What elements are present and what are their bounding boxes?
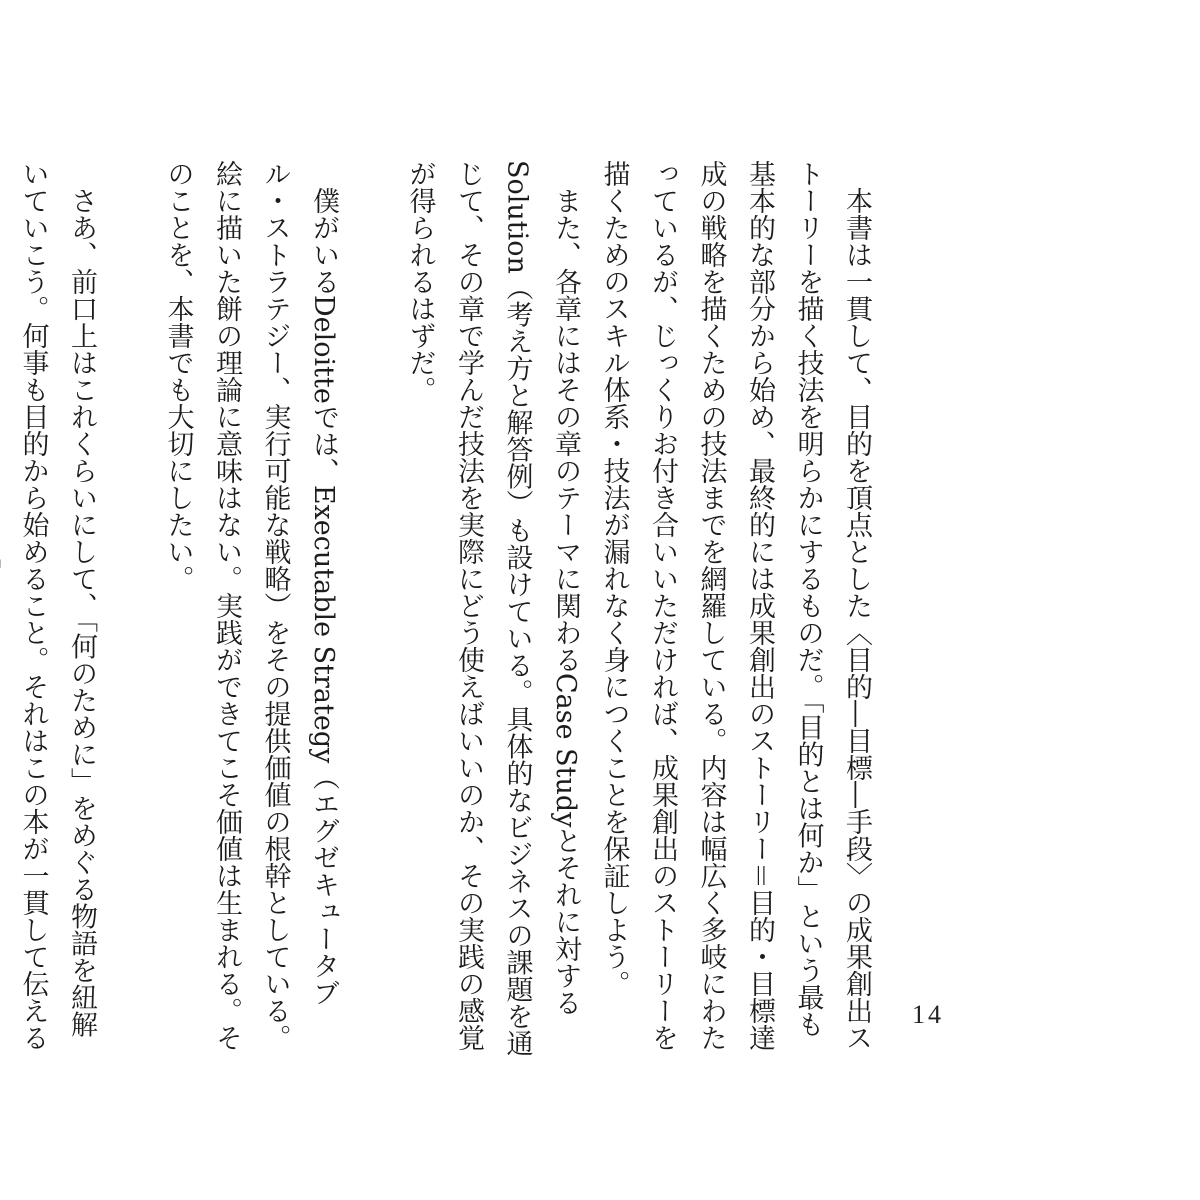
paragraph-deloitte: 僕がいるDeloitteでは、Executable Strategy（エグゼキュータブル・ストラテジー、実行可能な戦略）をその提供価値の根幹としている。絵に描いた餅の理論に意味はない。実践ができてこそ価値は生まれる。そのことを、本書でも大切にしたい。 bbox=[162, 160, 339, 1051]
paragraph-transition: さあ、前口上はこれくらいにして、「何のために」をめぐる物語を紐解いていこう。何事も目的から始めること。それはこの本が一貫して伝える bbox=[17, 160, 97, 1051]
paragraph-gap bbox=[347, 160, 395, 1060]
paragraph-intro: 本書は一貫して、目的を頂点とした〈目的―目標―手段〉の成果創出ストーリーを描く技法を明らかにするものだ。「目的とは何か」という最も基本的な部分から始め、最終的には成果創出のストーリー＝目的・目標達成の戦略を描くための技法までを網羅している。内容は幅広く多岐にわたっているが、じっくりお付き合いいただければ、成果創出のストーリーを描くためのスキル体系・技法が漏れなく身につくことを保証しよう。 bbox=[598, 160, 872, 1051]
paragraph-gap bbox=[105, 160, 153, 1060]
paragraph-case-study: また、各章にはその章のテーマに関わるCase Studyとそれに対するSolution（考え方と解答例）も設けている。具体的なビジネスの課題を通じて、その章で学んだ技法を実際にどう使えばいいのか、その実践の感覚が得られるはずだ。 bbox=[404, 160, 581, 1057]
body-text bbox=[0, 160, 880, 1060]
page-number: 14 bbox=[912, 1000, 944, 1029]
